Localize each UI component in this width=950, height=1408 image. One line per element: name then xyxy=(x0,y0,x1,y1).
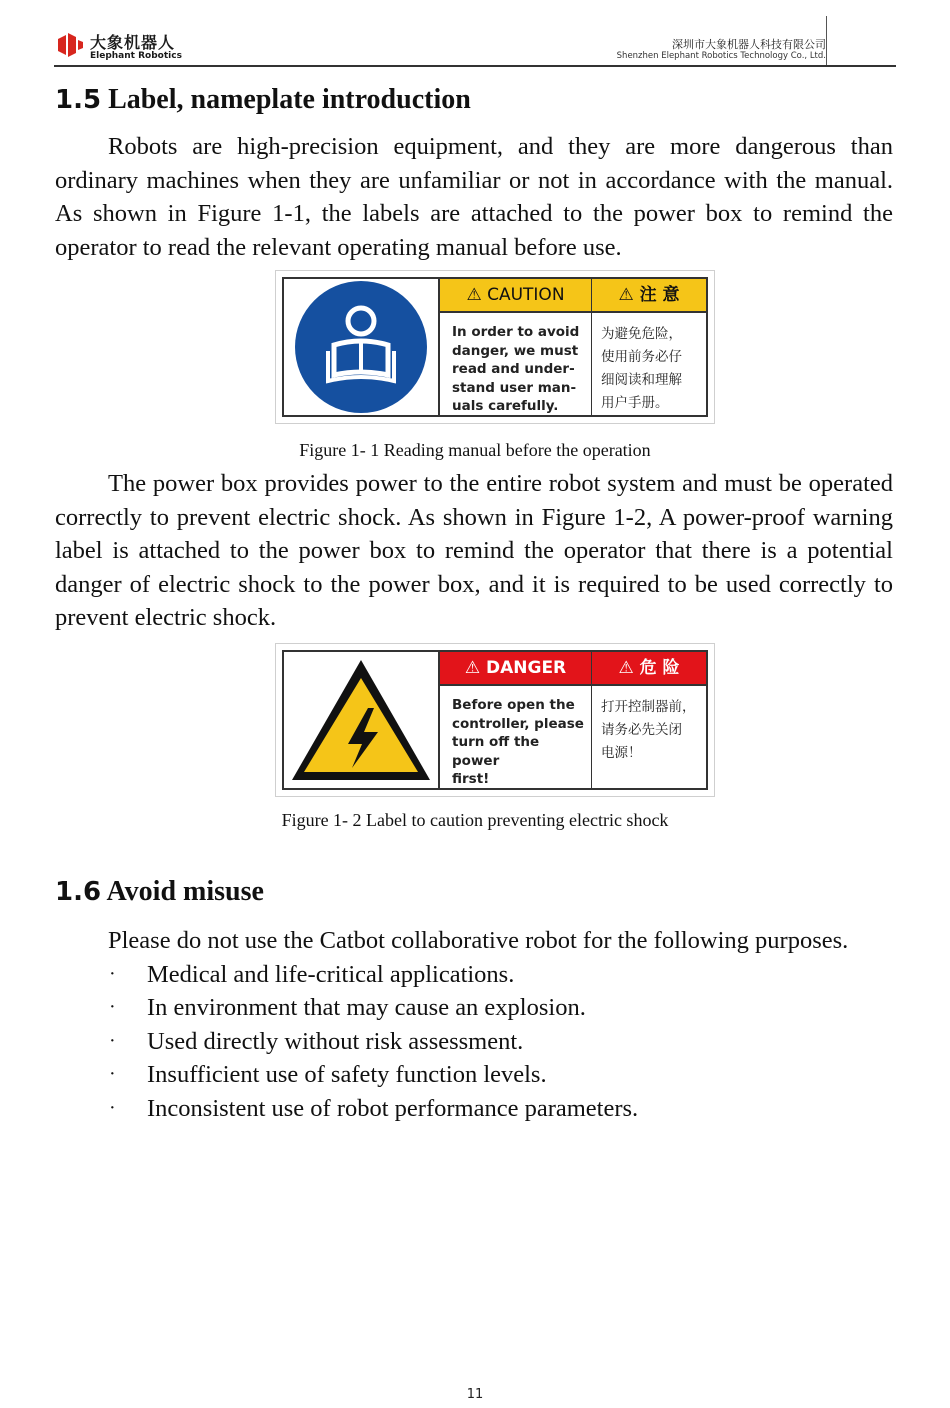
section-title: Avoid misuse xyxy=(106,876,264,907)
brand-name-en: Elephant Robotics xyxy=(90,51,182,61)
bullet-icon: · xyxy=(109,996,116,1018)
list-item: · In environment that may cause an explosion. xyxy=(55,991,895,1025)
paragraph-power-box xyxy=(55,467,893,635)
paragraph-text: The power box provides power to the entire robot system and must be operated correctly to prevent electric shock. As shown in Figure 1-2, A power-proof warning label is attached to the power box to remind the operator that there is a potential danger of electric shock to the power box, and it is required to be used correctly to prevent electric shock. xyxy=(55,470,893,631)
company-name-en: Shenzhen Elephant Robotics Technology Co., Ltd. xyxy=(616,51,826,61)
warning-triangle-icon: ⚠ xyxy=(618,658,634,678)
section-heading-1-5 xyxy=(55,84,471,116)
list-item: · Insufficient use of safety function levels. xyxy=(55,1058,895,1092)
list-item: · Medical and life-critical applications. xyxy=(55,958,895,992)
header-divider xyxy=(54,65,896,67)
caution-text-en: In order to avoid danger, we must read and under- stand user man- uals carefully. xyxy=(452,324,580,414)
warning-triangle-icon: ⚠ xyxy=(464,658,481,678)
caution-band-en: ⚠ CAUTION xyxy=(440,279,591,313)
misuse-intro: Please do not use the Catbot collaborative robot for the following purposes. xyxy=(108,927,849,954)
electric-shock-warning-icon xyxy=(284,652,440,788)
caution-band-cn: ⚠ 注 意 xyxy=(592,279,706,313)
caution-text-cn: 为避免危险， 使用前务必仔 细阅读和理解 用户手册。 xyxy=(601,326,682,411)
danger-band-en: ⚠ DANGER xyxy=(440,652,591,686)
section-number: 1.5 xyxy=(55,85,102,115)
bullet-icon: · xyxy=(109,962,116,985)
danger-text-en: Before open the controller, please turn off the power first! xyxy=(452,697,584,787)
caution-label-figure xyxy=(275,270,715,424)
section-number: 1.6 xyxy=(55,877,102,907)
page-header xyxy=(0,0,950,70)
list-item: · Inconsistent use of robot performance parameters. xyxy=(55,1092,895,1126)
bullet-icon: · xyxy=(109,1063,116,1085)
company-name-cn: 深圳市大象机器人科技有限公司 xyxy=(672,38,826,51)
reading-manual-icon xyxy=(284,279,440,415)
elephant-robotics-logo-icon xyxy=(54,30,84,60)
danger-band-cn: ⚠ 危 险 xyxy=(592,652,706,686)
misuse-list xyxy=(55,924,895,1125)
section-heading-1-6 xyxy=(55,876,264,908)
list-item: · Used directly without risk assessment. xyxy=(55,1025,895,1059)
brand-name-cn: 大象机器人 xyxy=(90,33,176,52)
bullet-icon: · xyxy=(109,1029,116,1052)
section-title: Label, nameplate introduction xyxy=(108,84,471,115)
paragraph-text: Robots are high-precision equipment, and they are more dangerous than ordinary machines when they are unfamiliar or not in accordance with the manual. As shown in Figure 1-1, the labels are attached to the power box to remind the operator to read the relevant operating manual before use. xyxy=(55,133,893,261)
warning-triangle-icon: ⚠ xyxy=(618,285,634,305)
danger-text-cn: 打开控制器前， 请务必先关闭 电源！ xyxy=(601,699,696,761)
bullet-icon: · xyxy=(109,1096,116,1119)
header-divider-vertical xyxy=(826,16,827,66)
figure-caption-1-1: Figure 1- 1 Reading manual before the operation xyxy=(299,440,651,460)
danger-label-figure xyxy=(275,643,715,797)
figure-caption-1-2: Figure 1- 2 Label to caution preventing electric shock xyxy=(281,810,669,830)
paragraph-labels-intro xyxy=(55,130,893,264)
page-number: 11 xyxy=(466,1387,484,1402)
warning-triangle-icon: ⚠ xyxy=(466,285,482,305)
